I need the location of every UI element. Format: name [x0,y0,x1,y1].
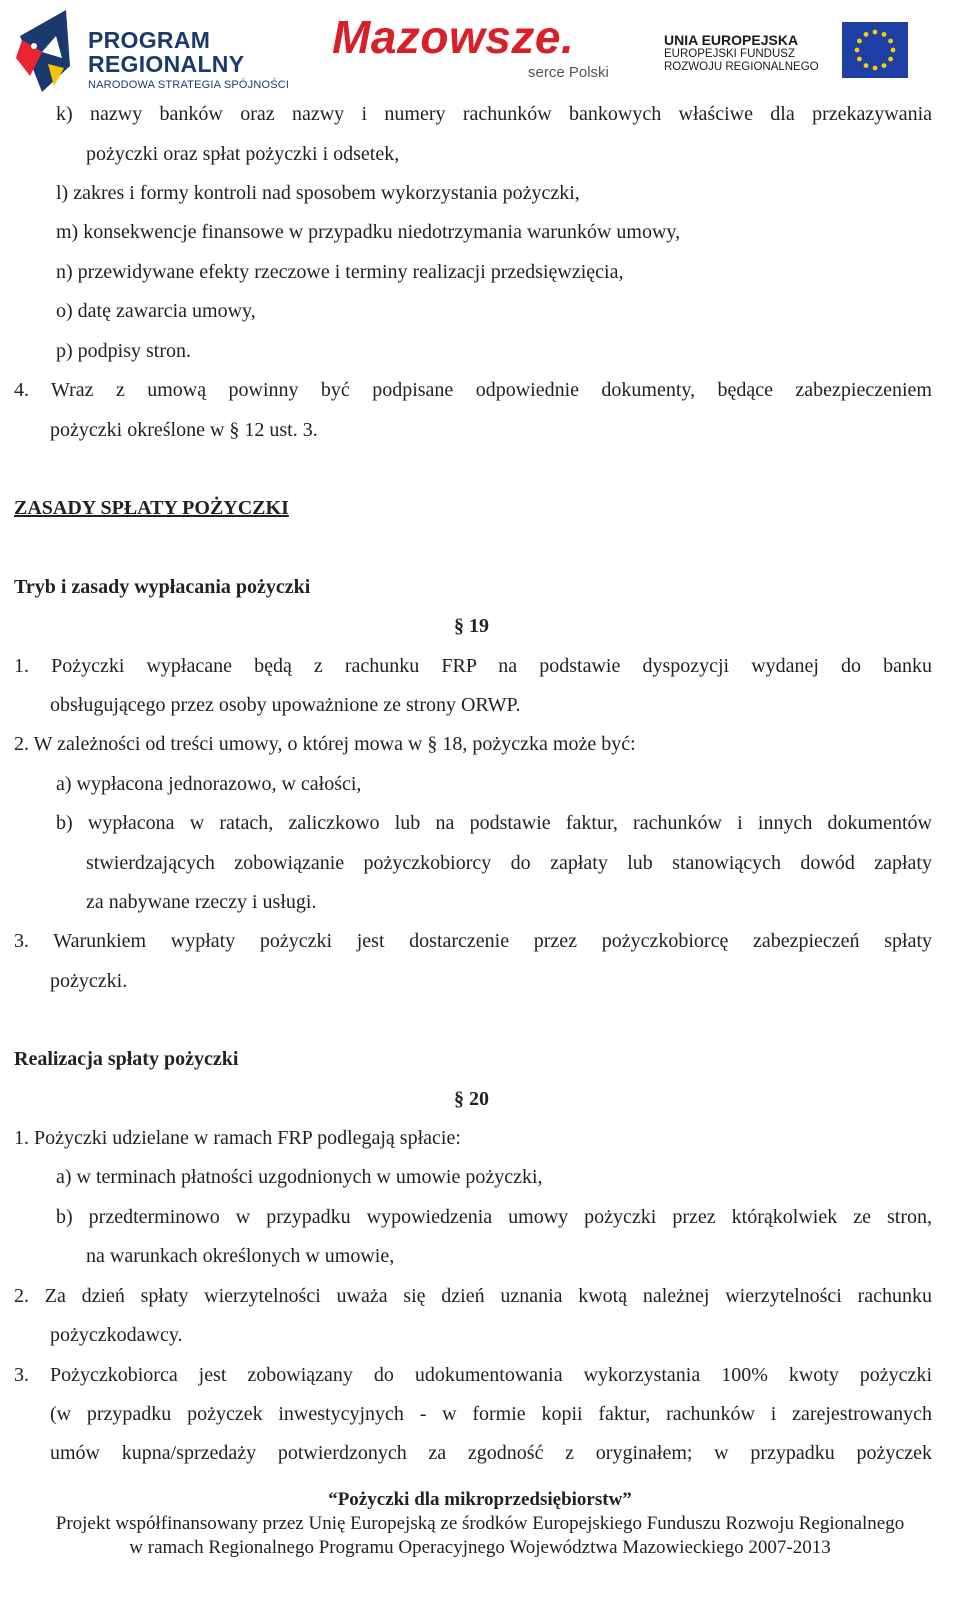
eu-fund-line2: ROZWOJU REGIONALNEGO [664,61,819,73]
program-regionalny-emblem-icon [12,6,76,96]
list-item-k-cont: pożyczki oraz spłat pożyczki i odsetek, [86,143,400,165]
par19-item-2: 2. W zależności od treści umowy, o której mowa w § 18, pożyczka może być: [14,733,636,755]
par20-item-2-cont: pożyczkodawcy. [50,1324,183,1346]
par19-item-2b: b) wypłacona w ratach, zaliczkowo lub na podstawie faktur, rachunków i innych dokumentów [56,812,932,834]
mazowsze-logo [332,11,622,90]
paragraph-number-19: § 19 [454,615,489,637]
eu-logo [664,22,924,82]
par19-item-2b-cont1: stwierdzających zobowiązanie pożyczkobiorcy do zapłaty lub stanowiących dowód zapłaty [86,852,932,874]
par20-item-1a: a) w terminach płatności uzgodnionych w umowie pożyczki, [56,1166,543,1188]
list-item-m: m) konsekwencje finansowe w przypadku niedotrzymania warunków umowy, [56,221,681,243]
list-item-p: p) podpisy stron. [56,340,191,362]
page-footer [0,1488,960,1560]
subsection-title-2: Realizacja spłaty pożyczki [14,1048,239,1070]
list-item-n: n) przewidywane efekty rzeczowe i terminy realizacji przedsięwzięcia, [56,261,624,283]
par19-item-3-cont: pożyczki. [50,970,128,992]
eu-title: UNIA EUROPEJSKA [664,32,799,48]
program-tagline: NARODOWA STRATEGIA SPÓJNOŚCI [88,79,290,91]
program-regionalny-logo [12,6,302,96]
mazowsze-wordmark: Mazowsze. [332,11,575,63]
footer-project-title: “Pożyczki dla mikroprzedsiębiorstw” [328,1489,632,1510]
program-title: PROGRAM [88,27,211,53]
par20-item-1b: b) przedterminowo w przypadku wypowiedzenia umowy pożyczki przez którąkolwiek ze stron, [56,1206,932,1228]
section-title: ZASADY SPŁATY POŻYCZKI [14,497,289,519]
paragraph-number-20: § 20 [454,1088,489,1110]
par20-item-3-cont2: umów kupna/sprzedaży potwierdzonych za zgodność z oryginałem; w przypadku pożyczek [50,1442,932,1464]
eu-fund-line1: EUROPEJSKI FUNDUSZ [664,48,795,60]
mazowsze-tagline: serce Polski [528,64,609,81]
page-header [0,0,960,100]
par20-item-3-cont1: (w przypadku pożyczek inwestycyjnych - w formie kopii faktur, rachunków i zarejestrowanych [50,1403,932,1425]
par20-item-3: 3. Pożyczkobiorca jest zobowiązany do udokumentowania wykorzystania 100% kwoty pożyczki [14,1364,932,1386]
par19-item-1-cont: obsługującego przez osoby upoważnione ze strony ORWP. [50,694,521,716]
subsection-title-1: Tryb i zasady wypłacania pożyczki [14,576,311,598]
paragraph-4-cont: pożyczki określone w § 12 ust. 3. [50,419,318,441]
par19-item-3: 3. Warunkiem wypłaty pożyczki jest dostarczenie przez pożyczkobiorcę zabezpieczeń spłaty [14,930,932,952]
par19-item-2b-cont2: za nabywane rzeczy i usługi. [86,891,317,913]
list-item-k: k) nazwy banków oraz nazwy i numery rachunków bankowych właściwe dla przekazywania [56,103,932,125]
paragraph-4: 4. Wraz z umową powinny być podpisane odpowiednie dokumenty, będące zabezpieczeniem [14,379,932,401]
par20-item-2: 2. Za dzień spłaty wierzytelności uważa się dzień uznania kwotą należnej wierzytelności rachunku [14,1285,932,1307]
list-item-l: l) zakres i formy kontroli nad sposobem wykorzystania pożyczki, [56,182,580,204]
program-subtitle: REGIONALNY [88,51,245,77]
list-item-o: o) datę zawarcia umowy, [56,300,256,322]
footer-cofinancing-line: Projekt współfinansowany przez Unię Europejską ze środków Europejskiego Funduszu Rozwoju Regionalnego [55,1513,905,1534]
par20-item-1: 1. Pożyczki udzielane w ramach FRP podlegają spłacie: [14,1127,461,1149]
par19-item-1: 1. Pożyczki wypłacane będą z rachunku FRP na podstawie dyspozycji wydanej do banku [14,655,932,677]
par19-item-2a: a) wypłacona jednorazowo, w całości, [56,773,362,795]
eu-flag-icon [842,22,908,78]
par20-item-1b-cont: na warunkach określonych w umowie, [86,1245,395,1267]
footer-program-line: w ramach Regionalnego Programu Operacyjnego Województwa Mazowieckiego 2007-2013 [129,1537,831,1558]
